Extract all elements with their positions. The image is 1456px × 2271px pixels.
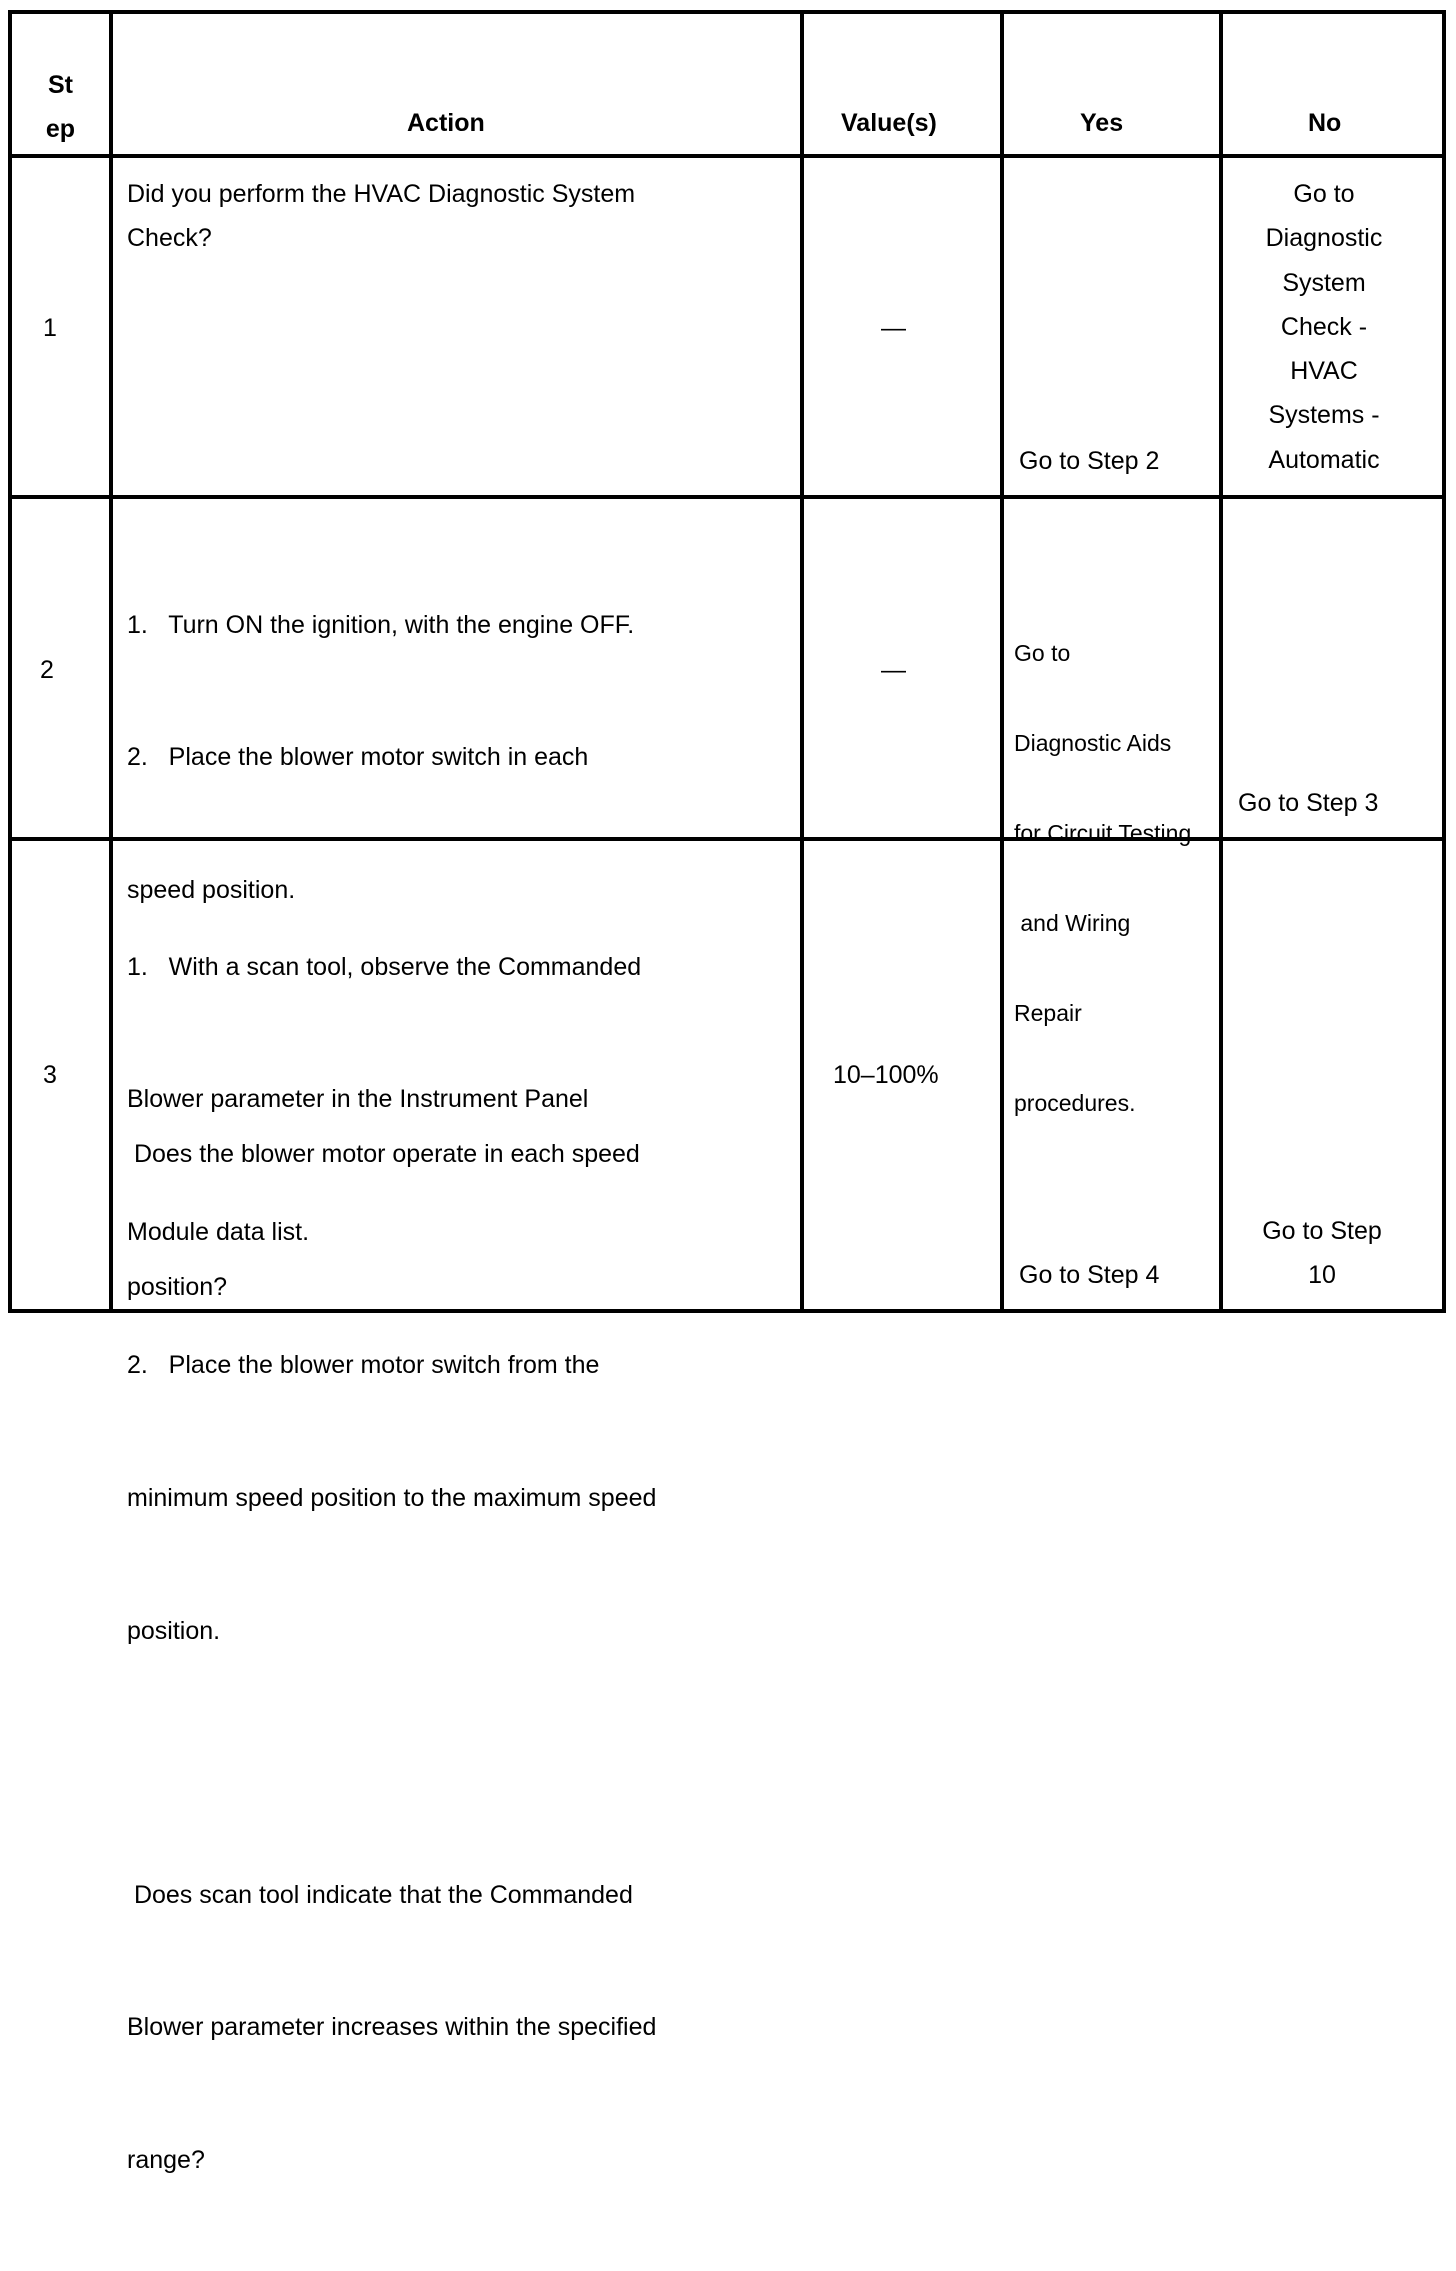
row-3-yes: Go to Step 4	[1019, 1261, 1160, 1289]
table-border-top	[8, 10, 1446, 14]
column-divider	[1000, 10, 1004, 1312]
row-divider	[8, 495, 1446, 499]
row-1-yes: Go to Step 2	[1019, 447, 1160, 475]
header-yes: Yes	[1080, 109, 1124, 137]
row-1-value: —	[881, 314, 906, 342]
column-divider	[1219, 10, 1223, 1312]
row-3-value: 10–100%	[833, 1061, 939, 1089]
row-2-no: Go to Step 3	[1238, 789, 1379, 817]
row-3-action: 1. With a scan tool, observe the Commanded Blower parameter in the Instrument Panel Module data list. 2. Place the blower motor switch from the minimum speed position to the maximum speed position. Does scan tool indicate that the Commanded Blower parameter increases within the specified range?	[127, 952, 657, 2175]
column-divider	[800, 10, 804, 1312]
row-2-value: —	[881, 656, 906, 684]
row-2-yes: Go to Diagnostic Aids for Circuit Testing and Wiring Repair procedures.	[1014, 640, 1192, 1116]
table-border-right	[1442, 10, 1446, 1312]
row-1-action: Did you perform the HVAC Diagnostic System Check?	[127, 180, 636, 253]
header-no: No	[1308, 109, 1342, 137]
row-2-step: 2	[40, 656, 54, 684]
header-action: Action	[407, 109, 485, 137]
row-3-step: 3	[43, 1061, 57, 1089]
column-divider	[109, 10, 113, 1312]
row-1-no: Go to Diagnostic System Check - HVAC Systems - Automatic	[1265, 180, 1383, 474]
row-3-no: Go to Step 10	[1262, 1217, 1382, 1290]
row-2-action: 1. Turn ON the ignition, with the engine OFF. 2. Place the blower motor switch in each speed position. Does the blower motor operate in each speed position?	[127, 610, 640, 1301]
table-border-left	[8, 10, 12, 1312]
header-divider	[8, 154, 1446, 158]
header-step: St ep	[45, 71, 76, 144]
row-1-step: 1	[43, 314, 57, 342]
header-values: Value(s)	[841, 109, 937, 137]
